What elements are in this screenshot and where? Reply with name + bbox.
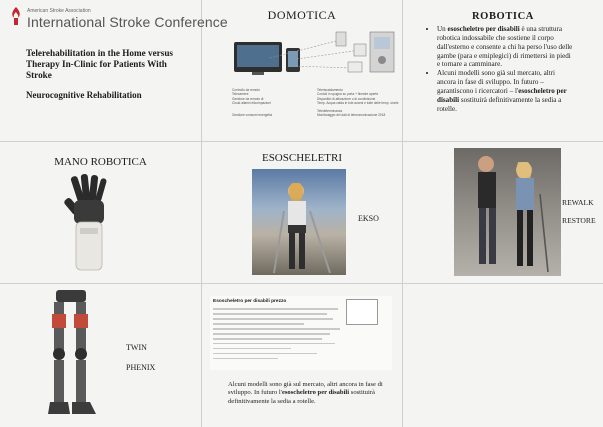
- text-run-bold: esoscheletro per disabili: [447, 25, 520, 33]
- twin-phenix-labels: [126, 338, 186, 378]
- presentation-subtitle: Neurocognitive Rehabilitation: [26, 90, 142, 100]
- table-cell: Temp. Acqua calda in tubi accesi e tutte delle temp. orarie: [317, 101, 399, 106]
- robotica-title: ROBOTICA: [472, 11, 534, 22]
- two-people-walking-figure: [454, 148, 561, 276]
- exoskeleton-future-note: [228, 381, 388, 406]
- text-run: Alcuni modelli sono già sul mercato, altri ancora in fase di sviluppo. In futuro – garantiscono i ricercatori – l': [437, 69, 556, 95]
- slide-esoscheletro-prezzo: [202, 284, 402, 427]
- ekso-label: EKSO: [358, 214, 379, 223]
- restore-label: RESTORE: [562, 216, 596, 225]
- rewalk-label: REWALK: [562, 198, 594, 207]
- table-cell: Telecamere: [232, 92, 249, 97]
- text-run: sostituirà definitivamente la sedia a rotelle.: [228, 389, 375, 405]
- table-cell: Gestione da remoto di: [232, 96, 264, 101]
- table-cell: Cordoli in spugna su porta + finestre aperte: [317, 92, 379, 97]
- esoscheletri-title: ESOSCHELETRI: [261, 152, 343, 164]
- slide-rewalk-restore: [403, 142, 603, 283]
- table-cell: Cloud allarmi elicompazioni: [232, 101, 271, 106]
- ekso-exoskeleton-photo: [252, 169, 346, 275]
- robotic-hand-image: [60, 174, 116, 274]
- presentation-title: Telerehabilitation in the Home versus Therapy In-Clinic for Patients With Stroke: [26, 48, 173, 80]
- twin-exoskeleton-legs-image: [42, 288, 102, 420]
- robotica-bullets: [427, 25, 575, 113]
- text-run-bold: esoscheletro per disabili: [281, 389, 350, 397]
- article-text-lines: [213, 308, 343, 363]
- rewalk-restore-labels: [562, 194, 596, 230]
- slide-mano-robotica: [0, 142, 201, 283]
- table-cell: Controllo da remoto: [232, 88, 260, 92]
- table-row: [232, 101, 402, 105]
- list-item: [437, 25, 575, 69]
- list-item: [437, 69, 575, 113]
- empty-slide: [403, 284, 603, 427]
- person-in-exoskeleton-figure: [252, 169, 346, 275]
- phenix-label: PHENIX: [126, 363, 156, 372]
- domotica-title: DOMOTICA: [267, 8, 337, 22]
- text-run: Alcuni modelli sono già sul mercato, altri ancora in fase di sviluppo. In futuro l': [228, 381, 383, 397]
- conference-name: International Stroke Conference: [27, 14, 228, 30]
- text-run: è una struttura robotica indossabile che sostiene il corpo dall'esterno e consente a chi ha perso l'uso delle gambe (para e emiplegici) di rimettersi in piedi e tornare a camminare.: [437, 25, 573, 69]
- domotica-features-table: [232, 88, 402, 117]
- table-row: [232, 113, 402, 117]
- asa-torch-logo-icon: [8, 6, 24, 26]
- table-cell: Gestione consumi energetici: [232, 113, 273, 118]
- article-screenshot: [210, 296, 392, 370]
- slide-esoscheletri: [202, 142, 402, 283]
- mano-robotica-title: MANO ROBOTICA: [54, 156, 147, 168]
- article-heading: Esoscheletro per disabili prezzo: [213, 299, 287, 304]
- twin-label: TWIN: [126, 343, 147, 352]
- smart-home-devices-illustration: [230, 28, 400, 82]
- slide-domotica: [202, 0, 402, 141]
- table-cell: Monitoraggio dei dati di telecomunicazione 2018: [317, 113, 386, 118]
- slide-conference-title: [0, 0, 228, 141]
- text-run-bold: esoscheletro per disabili: [437, 86, 567, 104]
- article-image-placeholder: [346, 299, 378, 325]
- organization-name: American Stroke Association: [27, 8, 91, 14]
- text-run: Un: [437, 25, 448, 33]
- text-run: sostituirà definitivamente la sedia a rotelle.: [437, 95, 562, 113]
- slide-robotica: [403, 0, 603, 141]
- rewalk-exoskeleton-photo: [454, 148, 561, 276]
- table-cell: Teleriscaldamento: [317, 88, 343, 92]
- table-cell: Teledeterminanza: [317, 108, 343, 113]
- table-cell: Dispositivi di attivazione o di condivisione: [317, 96, 376, 101]
- slide-twin-phenix: [0, 284, 201, 427]
